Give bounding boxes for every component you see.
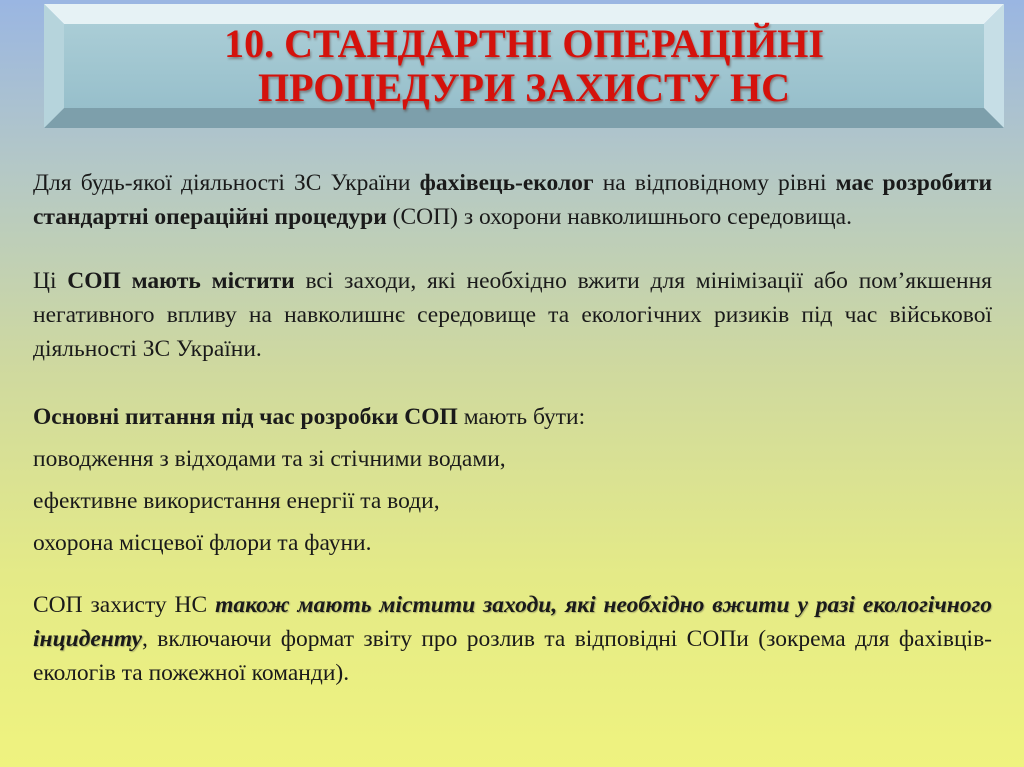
- p4-italic-emphasis: також мають містити заходи, які необхідно вжити у разі екологічного інциденту: [33, 592, 992, 652]
- list-item: охорона місцевої флори та фауни.: [33, 530, 372, 556]
- p1-text-3: (СОП) з охорони навколишнього середовища.: [386, 204, 852, 230]
- p4-text-1: СОП захисту НС: [33, 592, 216, 618]
- page-title: [44, 22, 1004, 110]
- questions-lead-rest: мають бути:: [457, 404, 586, 430]
- questions-lead-bold: Основні питання під час розробки СОП: [33, 404, 458, 430]
- title-banner: [44, 4, 1004, 128]
- p1-bold-role: фахівець-еколог: [419, 170, 594, 196]
- p1-bold-duty: має розробити стандартні операційні процедури: [33, 170, 992, 230]
- list-item: поводження з відходами та зі стічними водами,: [33, 446, 506, 472]
- p1-text-2: на відповідному рівні: [593, 170, 836, 196]
- paragraph-sop-content: [33, 264, 992, 366]
- questions-lead: [33, 396, 992, 438]
- p1-text-1: Для будь-якої діяльності ЗС України: [33, 170, 420, 196]
- title-line-1: 10. СТАНДАРТНІ ОПЕРАЦІЙНІ: [224, 21, 824, 66]
- paragraph-incident: [33, 588, 992, 690]
- p4-text-2: , включаючи формат звіту про розлив та відповідні СОПи (зокрема для фахівців-екологів та пожежної команди).: [33, 626, 992, 686]
- p2-text-1: Ці: [33, 268, 68, 294]
- questions-block: [33, 396, 992, 564]
- p2-text-2: всі заходи, які необхідно вжити для мінімізації або пом’якшення негативного впливу на навколишнє середовище та екологічних ризиків під час військової діяльності ЗС України.: [33, 268, 992, 362]
- p2-bold: СОП мають містити: [67, 268, 295, 294]
- title-line-2: ПРОЦЕДУРИ ЗАХИСТУ НС: [257, 65, 791, 110]
- list-item: ефективне використання енергії та води,: [33, 488, 440, 514]
- slide-body: [33, 166, 992, 690]
- paragraph-ecologist: [33, 166, 992, 234]
